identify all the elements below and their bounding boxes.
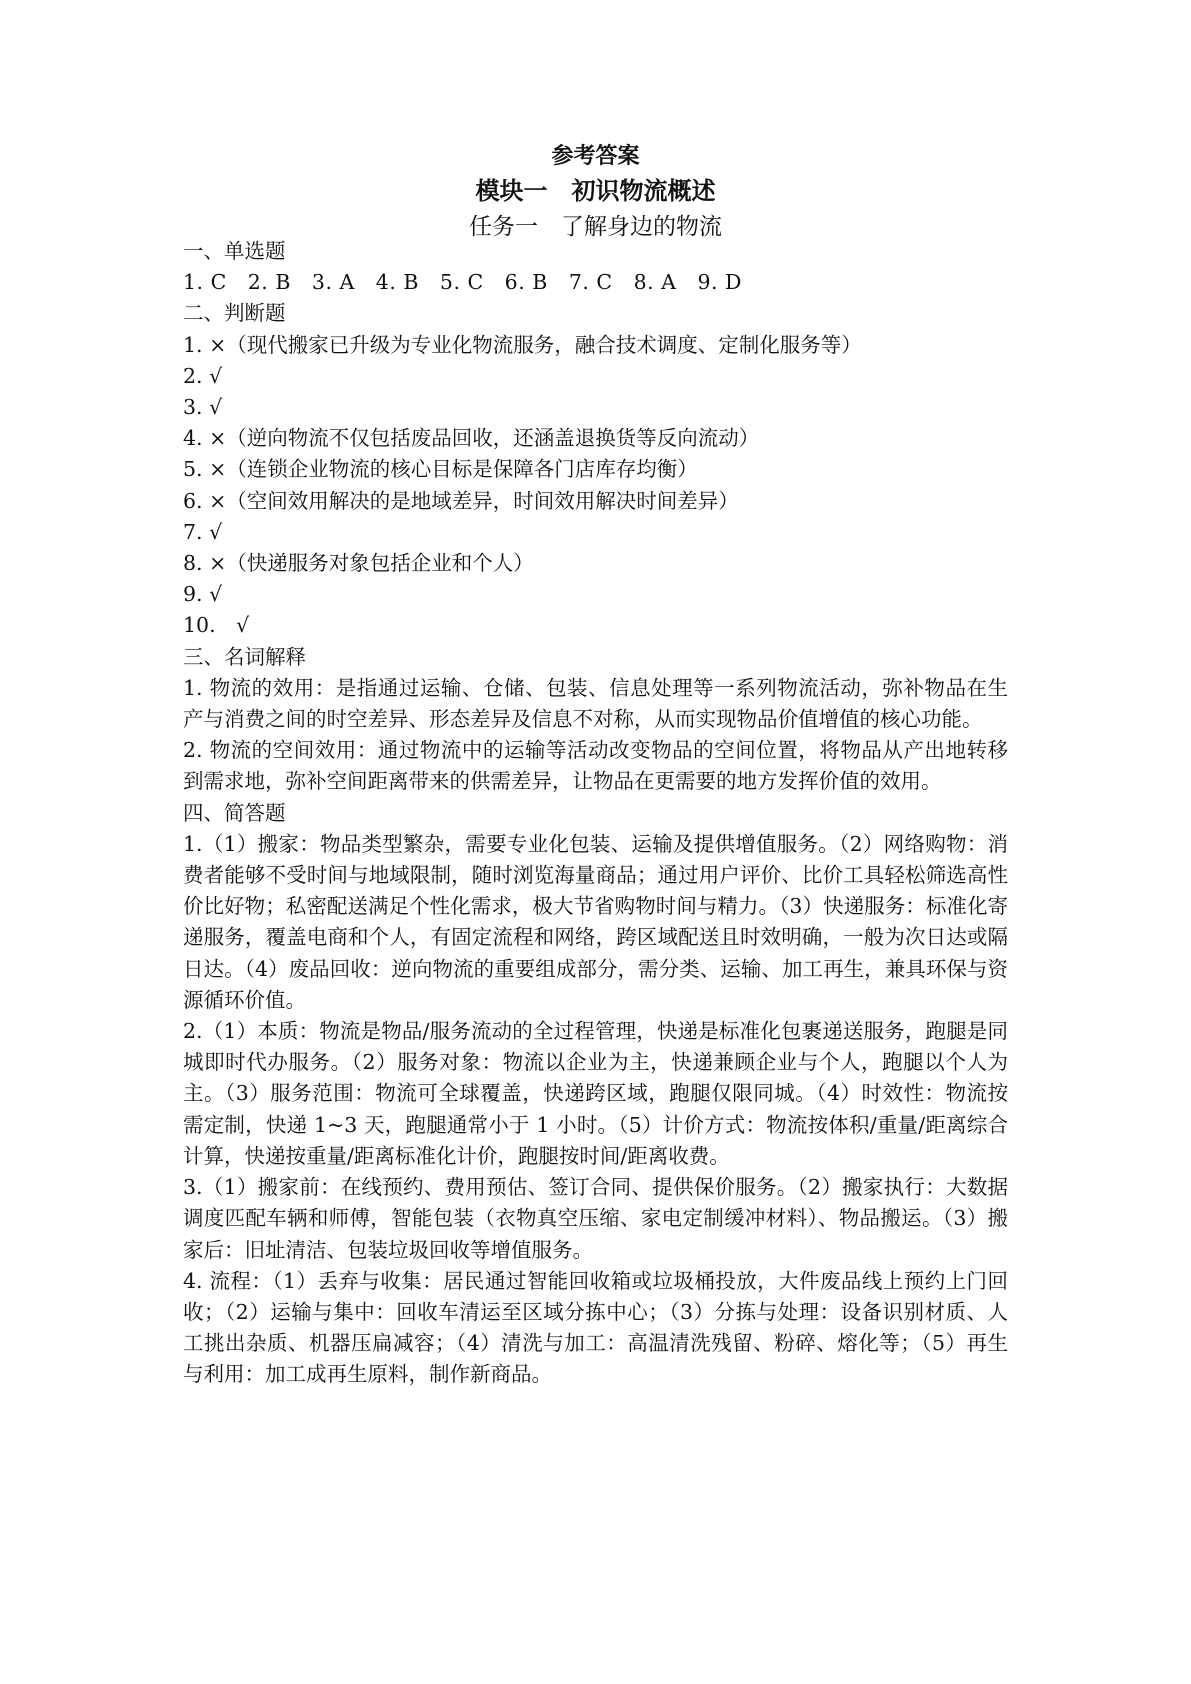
true-false-item: 8. ×（快递服务对象包括企业和个人） [183, 551, 534, 576]
answer-content [183, 236, 1008, 1391]
section-heading-terms: 三、名词解释 [183, 644, 306, 669]
task-title: 任务一 了解身边的物流 [469, 214, 722, 240]
single-choice-answers: 1. C 2. B 3. A 4. B 5. C 6. B 7. C 8. A 9. D [183, 270, 742, 295]
term-definition: 1. 物流的效用：是指通过运输、仓储、包装、信息处理等一系列物流活动，弥补物品在生产与消费之间的时空差异、形态差异及信息不对称，从而实现物品价值增值的核心功能。 [183, 675, 1008, 732]
short-answer-item: 2.（1）本质：物流是物品/服务流动的全过程管理，快递是标准化包裹递送服务，跑腿是同城即时代办服务。（2）服务对象：物流以企业为主，快递兼顾企业与个人，跑腿以个人为主。（3）服务范围：物流可全球覆盖，快递跨区域，跑腿仅限同城。（4）时效性：物流按需定制，快递 1~3 天，跑腿通常小于 1 小时。（5）计价方式：物流按体积/重量/距离综合计算，快递按重量/距离标准化计价，跑腿按时间/距离收费。 [183, 1019, 1008, 1168]
section-heading-single-choice: 一、单选题 [183, 239, 286, 263]
section-heading-short-answer: 四、简答题 [183, 800, 286, 825]
true-false-item: 4. ×（逆向物流不仅包括废品回收，还涵盖退换货等反向流动） [183, 426, 760, 451]
short-answer-item: 1.（1）搬家：物品类型繁杂，需要专业化包装、运输及提供增值服务。（2）网络购物：消费者能够不受时间与地域限制，随时浏览海量商品；通过用户评价、比价工具轻松筛选高性价比好物；私密配送满足个性化需求，极大节省购物时间与精力。（3）快递服务：标准化寄递服务，覆盖电商和个人，有固定流程和网络，跨区域配送且时效明确，一般为次日达或隔日达。（4）废品回收：逆向物流的重要组成部分，需分类、运输、加工再生，兼具环保与资源循环价值。 [183, 831, 1008, 1012]
true-false-item: 7. √ [183, 519, 223, 544]
short-answer-item: 4. 流程：（1）丢弃与收集：居民通过智能回收箱或垃圾桶投放，大件废品线上预约上门回收；（2）运输与集中：回收车清运至区域分拣中心；（3）分拣与处理：设备识别材质、人工挑出杂质、机器压扁减容；（4）清洗与加工：高温清洗残留、粉碎、熔化等；（5）再生与利用：加工成再生原料，制作新商品。 [183, 1268, 1008, 1387]
true-false-item: 3. √ [183, 395, 223, 420]
true-false-item: 10. √ [183, 613, 250, 638]
true-false-item: 2. √ [183, 363, 223, 388]
true-false-item: 1. ×（现代搬家已升级为专业化物流服务，融合技术调度、定制化服务等） [183, 332, 862, 357]
short-answer-item: 3.（1）搬家前：在线预约、费用预估、签订合同、提供保价服务。（2）搬家执行：大数据调度匹配车辆和师傅，智能包装（衣物真空压缩、家电定制缓冲材料）、物品搬运。（3）搬家后：旧址清洁、包装垃圾回收等增值服务。 [183, 1175, 1008, 1262]
true-false-item: 5. ×（连锁企业物流的核心目标是保障各门店库存均衡） [183, 457, 698, 482]
true-false-item: 6. ×（空间效用解决的是地域差异，时间效用解决时间差异） [183, 488, 739, 513]
page-title: 参考答案 [551, 143, 640, 169]
section-heading-true-false: 二、判断题 [183, 301, 286, 326]
module-title: 模块一 初识物流概述 [475, 176, 716, 205]
title-block [0, 142, 1191, 242]
term-definition: 2. 物流的空间效用：通过物流中的运输等活动改变物品的空间位置，将物品从产出地转移到需求地，弥补空间距离带来的供需差异，让物品在更需要的地方发挥价值的效用。 [183, 738, 1008, 794]
true-false-item: 9. √ [183, 582, 223, 607]
